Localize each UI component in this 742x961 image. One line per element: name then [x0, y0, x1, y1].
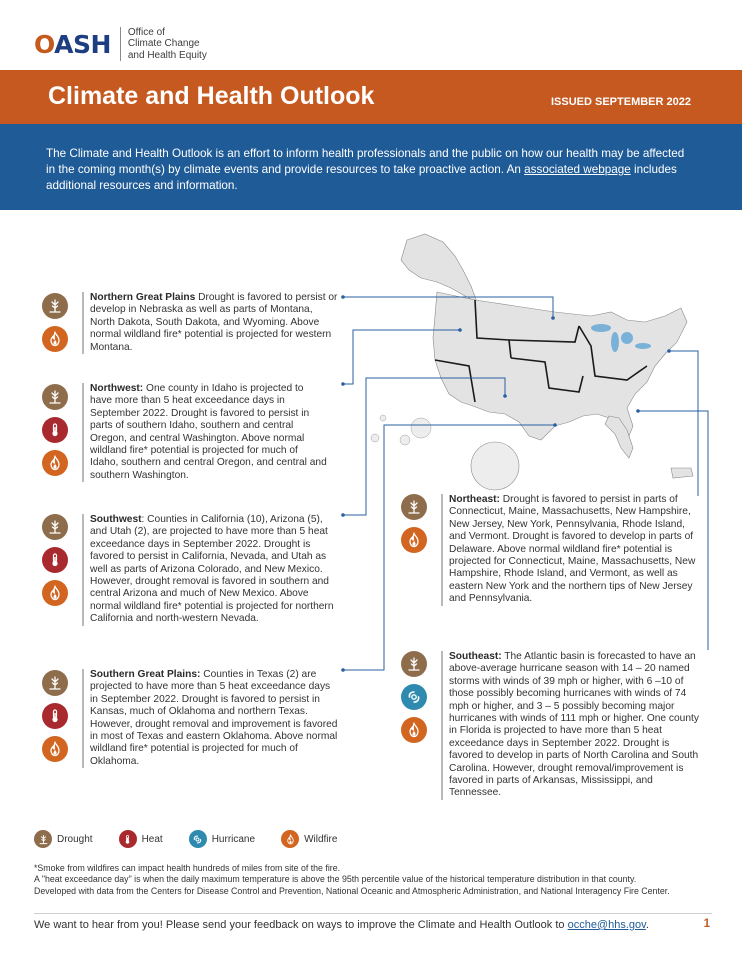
footnote-heat-exceedance: A "heat exceedance day" is when the daily maximum temperature is above the 95th percentile value of the historical temperature distribution in that county.: [34, 874, 637, 885]
thermometer-icon: [42, 703, 68, 729]
sgp-icons: [42, 670, 68, 769]
puerto-rico-shape: [671, 468, 693, 478]
intro-text-part-2: includes additional resources and information.: [46, 163, 677, 192]
footer-divider: [34, 913, 712, 914]
region-southeast: [441, 651, 705, 800]
drought-icon: [401, 494, 427, 520]
legend-label: Heat: [141, 833, 163, 845]
logo-divider: [120, 27, 121, 61]
thermometer-icon: [119, 830, 137, 848]
feedback-end: .: [645, 919, 649, 931]
logo-line-3: and Health Equity: [127, 49, 207, 61]
intro-panel: [0, 124, 742, 210]
drought-icon: [34, 830, 52, 848]
hawaii-circle: [471, 442, 519, 490]
region-northeast: [441, 494, 701, 606]
legend-item-heat: [119, 830, 163, 848]
region-name: Northern Great Plains: [90, 292, 196, 303]
legend-label: Wildfire: [304, 833, 338, 845]
feedback-footer: [34, 919, 649, 931]
drought-icon: [42, 670, 68, 696]
legend-label: Drought: [57, 833, 93, 845]
footnotes: [34, 863, 714, 897]
flame-icon: [401, 527, 427, 553]
flame-icon: [42, 736, 68, 762]
flame-icon: [42, 580, 68, 606]
flame-icon: [42, 450, 68, 476]
logo-line-1: Office of: [127, 26, 165, 38]
legend-label: Hurricane: [211, 833, 256, 845]
region-description: Drought is favored to persist or develop in Nebraska as well as parts of Montana, North Dakota, South Dakota, and Wyoming. Above normal wildland fire* potential is projected for western Montana.: [90, 292, 338, 353]
region-description: The Atlantic basin is forecasted to have an above-average hurricane season with 14 – 20 named storms with winds of 39 mph or higher, with 6 –10 of those possibly becoming hurricanes with winds of 74 mph or higher, and 3 – 5 possibly becoming major hurricanes with winds of 111 mph or higher. One county in Florida is projected to have more than 5 heat exceedance days in September 2022. Drought is favored to develop in parts of North Carolina and South Carolina. However, drought removal/improvement is favored in parts of Arkansas, Mississippi, and Tennessee.: [449, 651, 699, 799]
logo-line-2: Climate Change: [127, 38, 200, 50]
region-southwest: [82, 514, 334, 626]
sw-icons: [42, 514, 68, 613]
region-description: One county in Idaho is projected to have more than 5 heat exceedance days in September 2022. Drought is favored to persist in parts of southern Idaho, southern and central Oregon, and central Washington. Above normal wildland fire* potential is projected for much of Idaho, southern and central Oregon, and central and southern Washington.: [90, 383, 327, 481]
region-southern-great-plains: [82, 669, 338, 768]
se-icons: [401, 651, 427, 750]
intro-text-part-1: The Climate and Health Outlook is an effort to inform health professionals and the public on how our health may be affected in the coming month(s) by climate events and provide resources to take proactive action. An: [46, 147, 685, 176]
legend: [34, 830, 363, 848]
feedback-text: We want to hear from you! Please send your feedback on ways to improve the Climate and Health Outlook to: [34, 919, 568, 931]
contiguous-us-shape: [433, 292, 687, 440]
region-name: Northwest:: [90, 383, 144, 394]
flame-icon: [42, 326, 68, 352]
region-name: Northeast:: [449, 494, 500, 505]
logo-mark: OASH: [34, 29, 111, 59]
thermometer-icon: [42, 547, 68, 573]
logo-text: [128, 27, 207, 62]
flame-icon: [401, 717, 427, 743]
associated-webpage-link[interactable]: associated webpage: [524, 163, 631, 176]
region-description: Counties in Texas (2) are projected to have more than 5 heat exceedance days in September 2022. Drought is favored to persist in Kansas, much of Oklahoma and northern Texas. However, drought removal and improvement is favored in most of Texas and eastern Oklahoma. Above normal wildland fire* potential is projected for much of Oklahoma.: [90, 669, 338, 767]
drought-icon: [42, 384, 68, 410]
hurricane-icon: [401, 684, 427, 710]
title-banner: [0, 70, 742, 124]
region-northern-great-plains: [82, 292, 340, 354]
ne-icons: [401, 494, 427, 560]
legend-item-wildfire: [281, 830, 337, 848]
legend-item-hurricane: [189, 830, 255, 848]
region-name: Southern Great Plains:: [90, 669, 201, 680]
footnote-sources: Developed with data from the Centers for Disease Control and Prevention, National Oceanic and Atmospheric Administration, and National Interagency Fire Center.: [34, 885, 670, 896]
drought-icon: [401, 651, 427, 677]
ngp-icons: [42, 293, 68, 359]
region-description: Drought is favored to persist in parts of Connecticut, Maine, Massachusetts, New Hampshire, New Jersey, New York, Pennsylvania, Rhode Island, and Vermont. Drought is favored to develop in parts of Delaware. Above normal wildland fire* potential is projected for Connecticut, Maine, Massachusetts, New Hampshire, Rhode Island, and Vermont, as well as eastern New York and the northern tips of New Jersey and Pennsylvania.: [449, 494, 696, 605]
oash-logo: [34, 24, 207, 64]
legend-item-drought: [34, 830, 93, 848]
issued-date: ISSUED SEPTEMBER 2022: [551, 96, 691, 108]
drought-icon: [42, 514, 68, 540]
region-name: Southeast:: [449, 651, 502, 662]
nw-icons: [42, 384, 68, 483]
hurricane-icon: [189, 830, 207, 848]
page-title: Climate and Health Outlook: [48, 82, 375, 110]
feedback-email-link[interactable]: ocche@hhs.gov: [567, 919, 646, 931]
us-map: [365, 226, 710, 506]
thermometer-icon: [42, 417, 68, 443]
intro-text: [46, 146, 694, 194]
region-northwest: [82, 383, 328, 482]
page-number: 1: [703, 918, 710, 930]
region-name: Southwest: [90, 514, 142, 525]
alaska-shape: [401, 234, 477, 302]
region-description: : Counties in California (10), Arizona (5), and Utah (2), are projected to have more than 5 heat exceedance days in September 2022. Drought is favored to persist in California, Nevada, and Utah as well as parts of Arizona Colorado, and New Mexico. However, drought removal is favored in southern and central Arizona and much of New Mexico. Above normal wildland fire* potential is projected for northern California and north-western Nevada.: [90, 514, 334, 625]
flame-icon: [281, 830, 299, 848]
footnote-smoke: *Smoke from wildfires can impact health hundreds of miles from site of the fire.: [34, 863, 341, 873]
drought-icon: [42, 293, 68, 319]
us-map-graphic: [365, 226, 710, 506]
